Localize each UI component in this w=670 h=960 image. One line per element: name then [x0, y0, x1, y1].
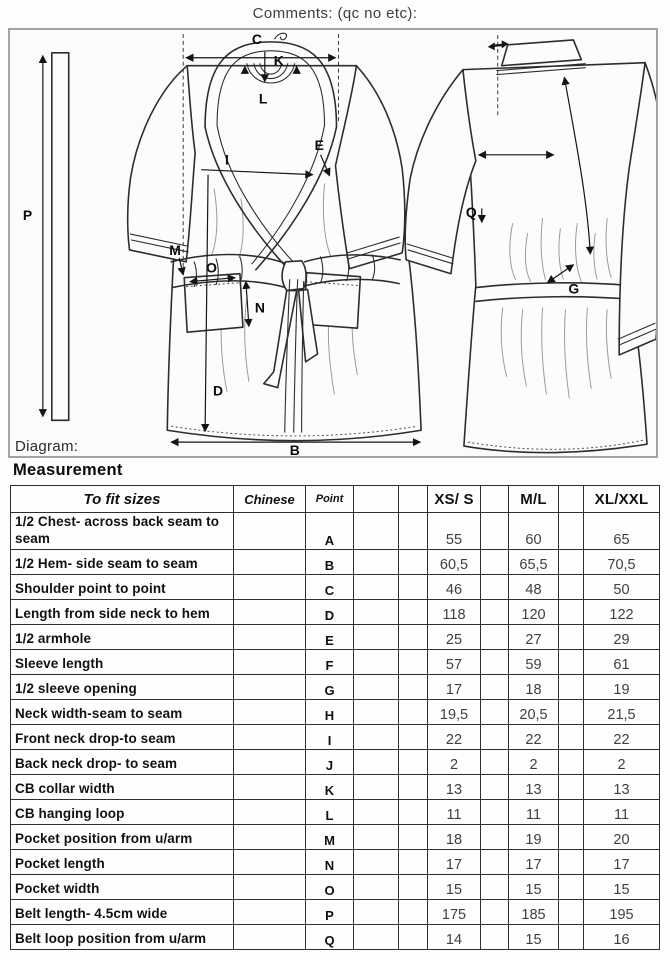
chinese-cell [234, 724, 306, 749]
empty-cell [399, 924, 428, 949]
row-label: Shoulder point to point [11, 574, 234, 599]
empty-cell [399, 749, 428, 774]
empty-cell [354, 674, 399, 699]
xs-value-cell: 46 [428, 574, 481, 599]
xs-value-cell: 19,5 [428, 699, 481, 724]
xs-value-cell: 13 [428, 774, 481, 799]
table-row [11, 874, 660, 899]
point-cell: I [306, 724, 354, 749]
robe-technical-drawing [10, 30, 656, 456]
header-size-xl: XL/XXL [584, 486, 660, 513]
empty-cell [354, 574, 399, 599]
empty-cell [559, 599, 584, 624]
table-row [11, 899, 660, 924]
table-row [11, 624, 660, 649]
xl-value-cell: 19 [584, 674, 660, 699]
ml-value-cell: 185 [509, 899, 559, 924]
xs-value-cell: 2 [428, 749, 481, 774]
row-label: 1/2 Hem- side seam to seam [11, 549, 234, 574]
point-label-k: K [273, 52, 284, 69]
back-collar [502, 40, 582, 66]
empty-cell [481, 824, 509, 849]
chinese-cell [234, 774, 306, 799]
ml-value-cell: 13 [509, 774, 559, 799]
point-label-e: E [314, 136, 324, 153]
point-cell: Q [306, 924, 354, 949]
empty-cell [354, 649, 399, 674]
xl-value-cell: 13 [584, 774, 660, 799]
table-row [11, 924, 660, 949]
ml-value-cell: 20,5 [509, 699, 559, 724]
empty-cell [481, 724, 509, 749]
point-label-p: P [22, 207, 33, 224]
chinese-cell [234, 599, 306, 624]
empty-cell [354, 899, 399, 924]
empty-cell [559, 649, 584, 674]
xs-value-cell: 57 [428, 649, 481, 674]
empty-cell [354, 749, 399, 774]
header-size-ml: M/L [509, 486, 559, 513]
point-label-c: C [251, 30, 262, 47]
empty-cell [559, 699, 584, 724]
empty-cell [399, 513, 428, 550]
robe-back-view [405, 40, 656, 453]
chinese-cell [234, 874, 306, 899]
header-empty-cell [399, 486, 428, 513]
empty-cell [399, 599, 428, 624]
xs-value-cell: 17 [428, 674, 481, 699]
ml-value-cell: 2 [509, 749, 559, 774]
ml-value-cell: 18 [509, 674, 559, 699]
table-row [11, 749, 660, 774]
point-cell: C [306, 574, 354, 599]
ml-value-cell: 65,5 [509, 549, 559, 574]
empty-cell [481, 699, 509, 724]
front-left-pocket [184, 274, 243, 332]
point-cell: P [306, 899, 354, 924]
empty-cell [559, 824, 584, 849]
empty-cell [559, 849, 584, 874]
point-label-l: L [258, 90, 268, 107]
empty-cell [399, 699, 428, 724]
empty-cell [399, 824, 428, 849]
empty-cell [481, 624, 509, 649]
empty-cell [399, 799, 428, 824]
xl-value-cell: 20 [584, 824, 660, 849]
xs-value-cell: 15 [428, 874, 481, 899]
xs-value-cell: 22 [428, 724, 481, 749]
xl-value-cell: 70,5 [584, 549, 660, 574]
measurement-table [10, 485, 660, 950]
empty-cell [481, 749, 509, 774]
empty-cell [354, 624, 399, 649]
header-empty-cell [354, 486, 399, 513]
point-cell: E [306, 624, 354, 649]
xl-value-cell: 11 [584, 799, 660, 824]
xs-value-cell: 25 [428, 624, 481, 649]
ml-value-cell: 60 [509, 513, 559, 550]
xl-value-cell: 22 [584, 724, 660, 749]
point-label-n: N [254, 299, 265, 316]
chinese-cell [234, 574, 306, 599]
empty-cell [354, 774, 399, 799]
chinese-cell [234, 513, 306, 550]
empty-cell [559, 924, 584, 949]
chinese-cell [234, 899, 306, 924]
row-label: Sleeve length [11, 649, 234, 674]
ml-value-cell: 15 [509, 874, 559, 899]
table-row [11, 513, 660, 550]
comments-label: Comments: (qc no etc): [252, 5, 418, 22]
empty-cell [559, 749, 584, 774]
ml-value-cell: 27 [509, 624, 559, 649]
empty-cell [354, 699, 399, 724]
empty-cell [399, 899, 428, 924]
header-empty-cell [559, 486, 584, 513]
ml-value-cell: 19 [509, 824, 559, 849]
empty-cell [559, 774, 584, 799]
diagram-label: Diagram: [15, 438, 79, 455]
point-cell: O [306, 874, 354, 899]
ml-value-cell: 17 [509, 849, 559, 874]
point-label-i: I [225, 151, 229, 168]
row-label: Length from side neck to hem [11, 599, 234, 624]
empty-cell [559, 674, 584, 699]
row-label: Pocket position from u/arm [11, 824, 234, 849]
point-cell: A [306, 513, 354, 550]
header-size-xs: XS/ S [428, 486, 481, 513]
empty-cell [354, 874, 399, 899]
xl-value-cell: 21,5 [584, 699, 660, 724]
empty-cell [559, 624, 584, 649]
chinese-cell [234, 799, 306, 824]
empty-cell [559, 513, 584, 550]
chinese-cell [234, 749, 306, 774]
chinese-cell [234, 624, 306, 649]
table-row [11, 599, 660, 624]
empty-cell [399, 624, 428, 649]
row-label: 1/2 sleeve opening [11, 674, 234, 699]
point-cell: B [306, 549, 354, 574]
point-cell: G [306, 674, 354, 699]
table-row [11, 724, 660, 749]
point-cell: L [306, 799, 354, 824]
point-label-o: O [206, 259, 217, 276]
chinese-cell [234, 674, 306, 699]
table-row [11, 549, 660, 574]
xl-value-cell: 15 [584, 874, 660, 899]
empty-cell [481, 549, 509, 574]
empty-cell [559, 549, 584, 574]
header-to-fit-sizes: To fit sizes [11, 486, 234, 513]
chinese-cell [234, 824, 306, 849]
empty-cell [354, 549, 399, 574]
ml-value-cell: 59 [509, 649, 559, 674]
chinese-cell [234, 924, 306, 949]
empty-cell [559, 724, 584, 749]
row-label: Neck width-seam to seam [11, 699, 234, 724]
row-label: Pocket length [11, 849, 234, 874]
robe-front-view [128, 30, 421, 440]
xl-value-cell: 17 [584, 849, 660, 874]
point-cell: M [306, 824, 354, 849]
row-label: CB collar width [11, 774, 234, 799]
empty-cell [354, 924, 399, 949]
table-row [11, 799, 660, 824]
point-cell: H [306, 699, 354, 724]
empty-cell [354, 824, 399, 849]
empty-cell [399, 849, 428, 874]
point-label-q: Q [465, 204, 477, 221]
empty-cell [481, 774, 509, 799]
empty-cell [354, 513, 399, 550]
table-row [11, 849, 660, 874]
xs-value-cell: 60,5 [428, 549, 481, 574]
header-chinese: Chinese [234, 486, 306, 513]
table-row [11, 699, 660, 724]
table-row [11, 574, 660, 599]
table-row [11, 674, 660, 699]
empty-cell [559, 899, 584, 924]
empty-cell [481, 874, 509, 899]
ml-value-cell: 48 [509, 574, 559, 599]
empty-cell [399, 674, 428, 699]
point-label-d: D [213, 382, 224, 399]
row-label: CB hanging loop [11, 799, 234, 824]
empty-cell [399, 574, 428, 599]
xl-value-cell: 16 [584, 924, 660, 949]
row-label: Belt length- 4.5cm wide [11, 899, 234, 924]
diagram-box [8, 28, 658, 458]
header-empty-cell [481, 486, 509, 513]
point-label-m: M [169, 241, 181, 258]
point-cell: J [306, 749, 354, 774]
point-label-b: B [289, 442, 300, 456]
empty-cell [559, 574, 584, 599]
back-left-sleeve [405, 70, 476, 274]
table-row [11, 649, 660, 674]
front-left-sleeve [128, 66, 195, 262]
chinese-cell [234, 549, 306, 574]
header-point: Point [306, 486, 354, 513]
xs-value-cell: 11 [428, 799, 481, 824]
xs-value-cell: 18 [428, 824, 481, 849]
empty-cell [559, 874, 584, 899]
ml-value-cell: 22 [509, 724, 559, 749]
empty-cell [354, 724, 399, 749]
empty-cell [481, 574, 509, 599]
chinese-cell [234, 649, 306, 674]
row-label: Pocket width [11, 874, 234, 899]
empty-cell [481, 513, 509, 550]
empty-cell [399, 649, 428, 674]
row-label: 1/2 armhole [11, 624, 234, 649]
empty-cell [481, 924, 509, 949]
point-cell: F [306, 649, 354, 674]
ml-value-cell: 11 [509, 799, 559, 824]
xl-value-cell: 195 [584, 899, 660, 924]
row-label: 1/2 Chest- across back seam to seam [11, 513, 234, 550]
ml-value-cell: 15 [509, 924, 559, 949]
row-label: Front neck drop-to seam [11, 724, 234, 749]
row-label: Back neck drop- to seam [11, 749, 234, 774]
ml-value-cell: 120 [509, 599, 559, 624]
empty-cell [481, 899, 509, 924]
xs-value-cell: 55 [428, 513, 481, 550]
point-cell: K [306, 774, 354, 799]
xl-value-cell: 65 [584, 513, 660, 550]
empty-cell [354, 849, 399, 874]
row-label: Belt loop position from u/arm [11, 924, 234, 949]
xs-value-cell: 118 [428, 599, 481, 624]
xl-value-cell: 122 [584, 599, 660, 624]
empty-cell [399, 774, 428, 799]
empty-cell [481, 674, 509, 699]
xs-value-cell: 17 [428, 849, 481, 874]
empty-cell [481, 849, 509, 874]
chinese-cell [234, 849, 306, 874]
measurement-title: Measurement [13, 461, 123, 479]
chinese-cell [234, 699, 306, 724]
xl-value-cell: 50 [584, 574, 660, 599]
xs-value-cell: 14 [428, 924, 481, 949]
belt-knot [282, 261, 306, 291]
xl-value-cell: 2 [584, 749, 660, 774]
belt-strip [23, 53, 69, 421]
xl-value-cell: 29 [584, 624, 660, 649]
empty-cell [354, 599, 399, 624]
empty-cell [399, 874, 428, 899]
measurement-table-body [11, 513, 660, 950]
empty-cell [481, 799, 509, 824]
xs-value-cell: 175 [428, 899, 481, 924]
empty-cell [354, 799, 399, 824]
empty-cell [481, 649, 509, 674]
empty-cell [399, 724, 428, 749]
point-cell: D [306, 599, 354, 624]
point-label-g: G [568, 280, 580, 297]
table-row [11, 824, 660, 849]
table-header-row [11, 486, 660, 513]
empty-cell [481, 599, 509, 624]
empty-cell [559, 799, 584, 824]
point-cell: N [306, 849, 354, 874]
xl-value-cell: 61 [584, 649, 660, 674]
table-row [11, 774, 660, 799]
empty-cell [399, 549, 428, 574]
